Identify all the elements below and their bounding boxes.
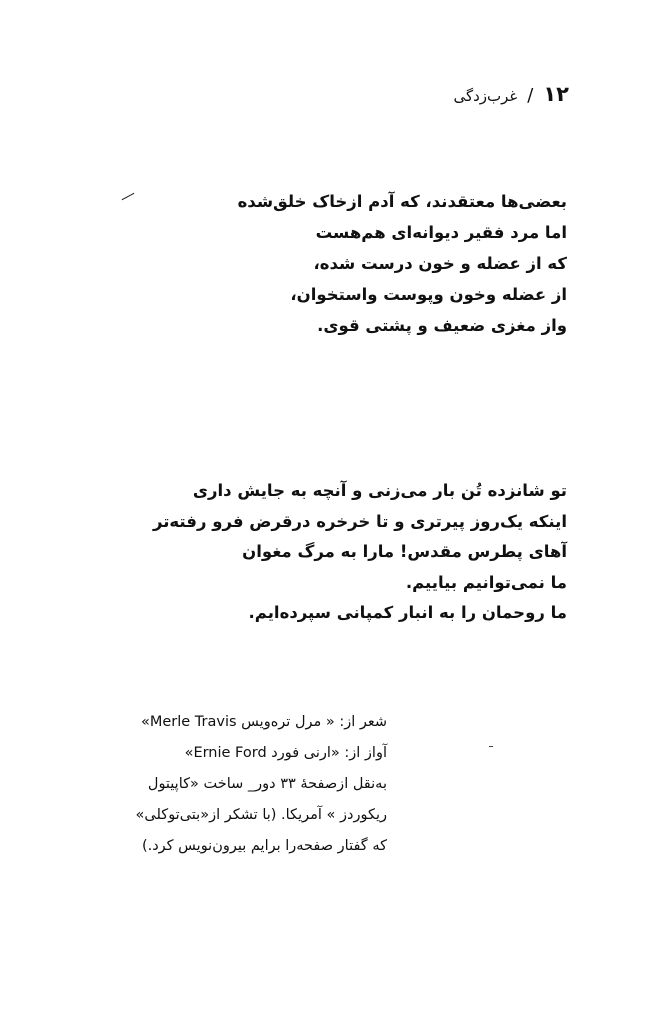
poem-line: واز مغزی ضعیف و پشتی قوی.: [317, 316, 567, 335]
running-title: غرب‌زدگی: [453, 87, 518, 105]
credit-line: به‌نقل ازصفحهٔ ۳۳ دور_ ساخت «کاپیتول: [147, 776, 387, 792]
poem-stanza-1: [238, 186, 567, 341]
poem-line: اینکه یک‌روز پیرتری و تا خرخره درقرض فرو رفته‌تر: [152, 511, 567, 531]
poem-line: که از عضله و خون درست شده،: [313, 254, 567, 273]
poem-line: ما روحمان را به انبار کمپانی سپرده‌ایم.: [248, 603, 567, 622]
stray-mark: [122, 193, 135, 200]
poem-line: ما نمی‌توانیم بیاییم.: [405, 572, 567, 592]
poem-line: اما مرد فقیر دیوانه‌ای هم‌هست: [315, 223, 567, 242]
poem-line: بعضی‌ها معتقدند، که آدم ازخاک خلق‌شده: [237, 192, 567, 211]
poem-stanza-2: [153, 476, 567, 629]
song-credits-note: [136, 707, 387, 862]
poem-line: تو شانزده تُن بار می‌زنی و آنچه به جایش داری: [192, 481, 567, 500]
credit-line: شعر از: « مرل ترەویس Merle Travis»: [140, 714, 387, 730]
credit-line: ریکوردز » آمریکا. (با تشکر از«بتی‌توکلی»: [135, 807, 387, 823]
poem-line: آهای پطرس مقدس! مارا به مرگ مغوان: [242, 542, 567, 561]
page-number: ۱۲: [543, 82, 569, 106]
credit-line: که گفتار صفحه‌را برایم بیرون‌نویس کرد.): [141, 838, 387, 854]
page-header: [453, 82, 569, 106]
header-separator: /: [527, 85, 534, 106]
credit-line: آواز از: «ارنی فورد Ernie Ford»: [184, 745, 387, 761]
poem-line: از عضله وخون وپوست واستخوان،: [290, 285, 567, 304]
stray-mark: [489, 746, 493, 747]
